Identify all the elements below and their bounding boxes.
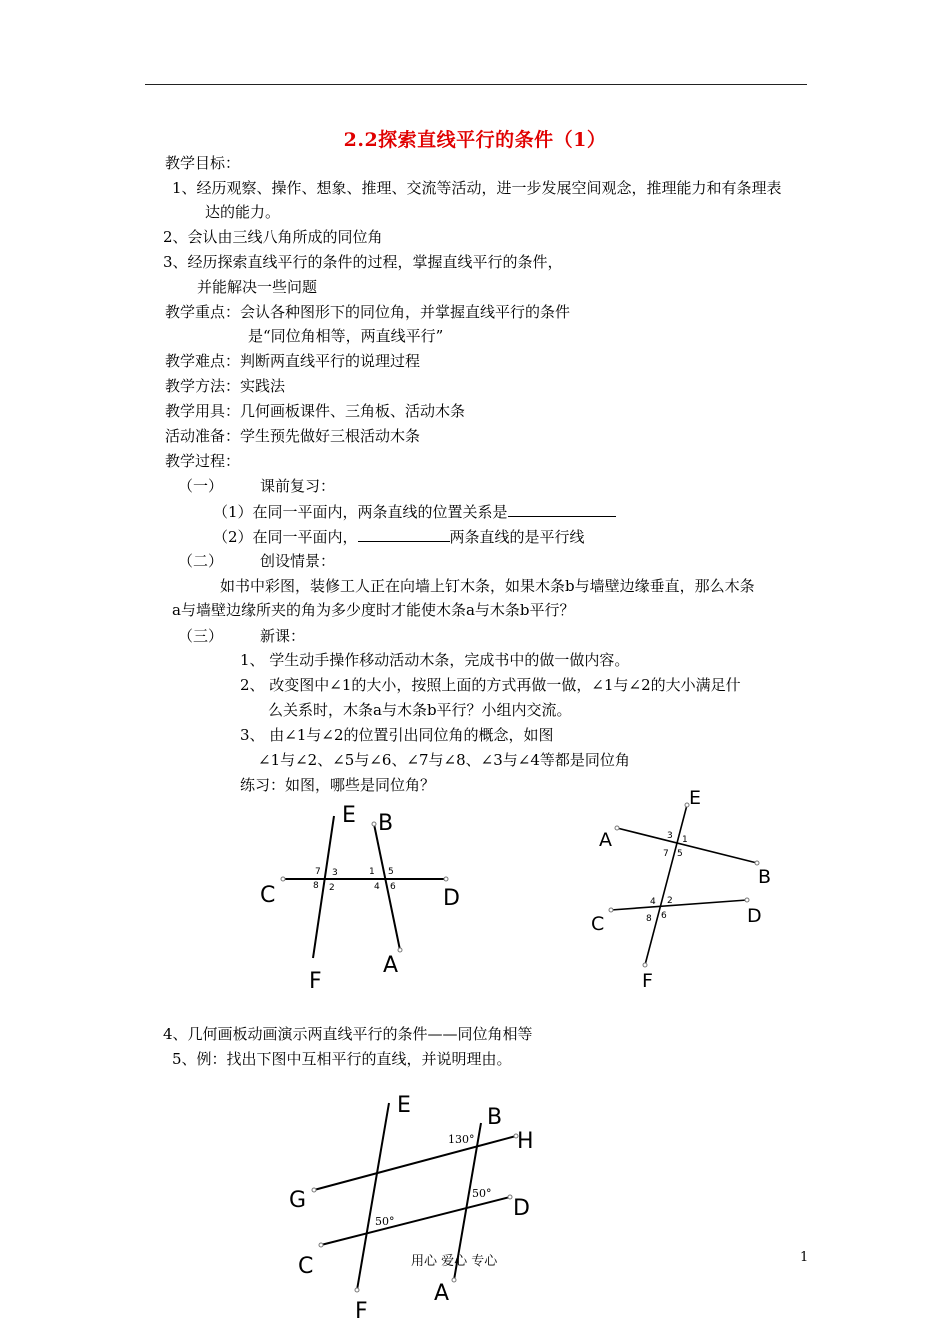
footer-motto: 用心 爱心 专心 [411, 1254, 498, 1269]
fig3-label-b: B [487, 1105, 503, 1130]
fig3-angle-50-lower: 50° [375, 1215, 395, 1228]
fig2-label-f: F [642, 970, 653, 992]
fig3-label-e: E [397, 1093, 411, 1118]
page-title: 2.2探索直线平行的条件（1） [343, 129, 607, 151]
fig3-label-d: D [513, 1196, 530, 1221]
fig3-label-c: C [298, 1254, 314, 1279]
new-lesson-2-line-2: 么关系时，木条a与木条b平行？小组内交流。 [268, 701, 572, 719]
fig1-angle-5: 5 [388, 867, 394, 877]
fig2-label-b: B [758, 866, 772, 888]
fig2-label-a: A [599, 829, 612, 851]
fig3-line-ef [357, 1103, 389, 1290]
section-2-name: 创设情景： [260, 552, 336, 570]
preparation: 活动准备：学生预先做好三根活动木条 [165, 427, 421, 445]
section-3-number: （三） [178, 627, 224, 645]
process-heading: 教学过程： [165, 452, 241, 470]
fig1-angle-8: 8 [313, 881, 319, 891]
fig1-angle-6: 6 [390, 882, 396, 892]
goal-1-line-2: 达的能力。 [205, 203, 281, 221]
section-1-name: 课前复习： [260, 477, 336, 495]
fig2-angle-2: 2 [667, 896, 673, 906]
fig3-line-cd [321, 1197, 510, 1245]
fig3-label-h: H [517, 1129, 534, 1154]
fig2-angle-5: 5 [677, 849, 683, 859]
section-2-number: （二） [178, 552, 224, 570]
new-lesson-3-line-2: ∠1与∠2、∠5与∠6、∠7与∠8、∠3与∠4等都是同位角 [258, 751, 630, 769]
fig1-label-e: E [342, 803, 356, 828]
fig3-label-g: G [289, 1188, 307, 1213]
fig2-label-d: D [747, 905, 762, 927]
new-lesson-1: 1、 学生动手操作移动活动木条，完成书中的做一做内容。 [240, 651, 630, 669]
fig2-label-c: C [591, 913, 605, 935]
fig3-angle-130: 130° [448, 1133, 475, 1146]
goal-3-line-1: 3、经历探索直线平行的条件的过程，掌握直线平行的条件， [163, 253, 563, 271]
difficulty: 教学难点：判断两直线平行的说理过程 [165, 352, 421, 370]
new-lesson-4: 4、几何画板动画演示两直线平行的条件——同位角相等 [163, 1025, 533, 1043]
goals-heading: 教学目标： [165, 154, 241, 172]
fig3-label-a: A [434, 1281, 450, 1306]
method: 教学方法：实践法 [165, 377, 286, 395]
question-2: （2）在同一平面内， 两条直线的是平行线 [213, 528, 585, 546]
fig1-label-d: D [443, 886, 460, 911]
fig2-angle-1: 1 [682, 835, 688, 845]
key-point-line-1: 教学重点：会认各种图形下的同位角，并掌握直线平行的条件 [165, 303, 571, 321]
new-lesson-2-line-1: 2、 改变图中∠1的大小，按照上面的方式再做一做，∠1与∠2的大小满足什 [240, 676, 741, 694]
fig2-angle-4: 4 [650, 897, 656, 907]
fig3-label-f: F [355, 1299, 368, 1324]
fig2-angle-6: 6 [661, 911, 667, 921]
fig2-label-e: E [689, 787, 702, 809]
fig1-angle-4: 4 [374, 882, 380, 892]
fig1-label-f: F [309, 969, 322, 994]
practice-prompt: 练习：如图，哪些是同位角？ [240, 776, 436, 794]
section-3-name: 新课： [260, 627, 306, 645]
question-1: （1）在同一平面内，两条直线的位置关系是 [213, 502, 616, 521]
goal-1-line-1: 1、经历观察、操作、想象、推理、交流等活动，进一步发展空间观念，推理能力和有条理表 [172, 179, 782, 197]
scenario-line-1: 如书中彩图，装修工人正在向墙上钉木条，如果木条b与墙壁边缘垂直，那么木条 [220, 577, 755, 595]
new-lesson-5: 5、例：找出下图中互相平行的直线，并说明理由。 [172, 1050, 512, 1068]
fig1-angle-7: 7 [315, 867, 321, 877]
fig2-angle-3: 3 [667, 831, 673, 841]
page-number: 1 [800, 1250, 809, 1265]
section-1-number: （一） [178, 477, 224, 495]
fig1-angle-1: 1 [369, 867, 375, 877]
goal-2: 2、会认由三线八角所成的同位角 [163, 228, 383, 246]
key-point-line-2: 是“同位角相等，两直线平行” [248, 327, 444, 345]
fig1-angle-3: 3 [332, 868, 338, 878]
new-lesson-3-line-1: 3、 由∠1与∠2的位置引出同位角的概念，如图 [240, 726, 554, 744]
fig1-label-a: A [383, 953, 399, 978]
fig1-label-c: C [260, 883, 276, 908]
fig3-line-gh [314, 1136, 516, 1190]
fig1-angle-2: 2 [329, 883, 335, 893]
tools: 教学用具：几何画板课件、三角板、活动木条 [165, 402, 466, 420]
fig1-label-b: B [378, 811, 394, 836]
fig2-angle-7: 7 [663, 849, 669, 859]
goal-3-line-2: 并能解决一些问题 [197, 278, 318, 296]
scenario-line-2: a与墙壁边缘所夹的角为多少度时才能使木条a与木条b平行？ [172, 601, 575, 619]
fig2-angle-8: 8 [646, 914, 652, 924]
fig3-angle-50-upper: 50° [472, 1187, 492, 1200]
